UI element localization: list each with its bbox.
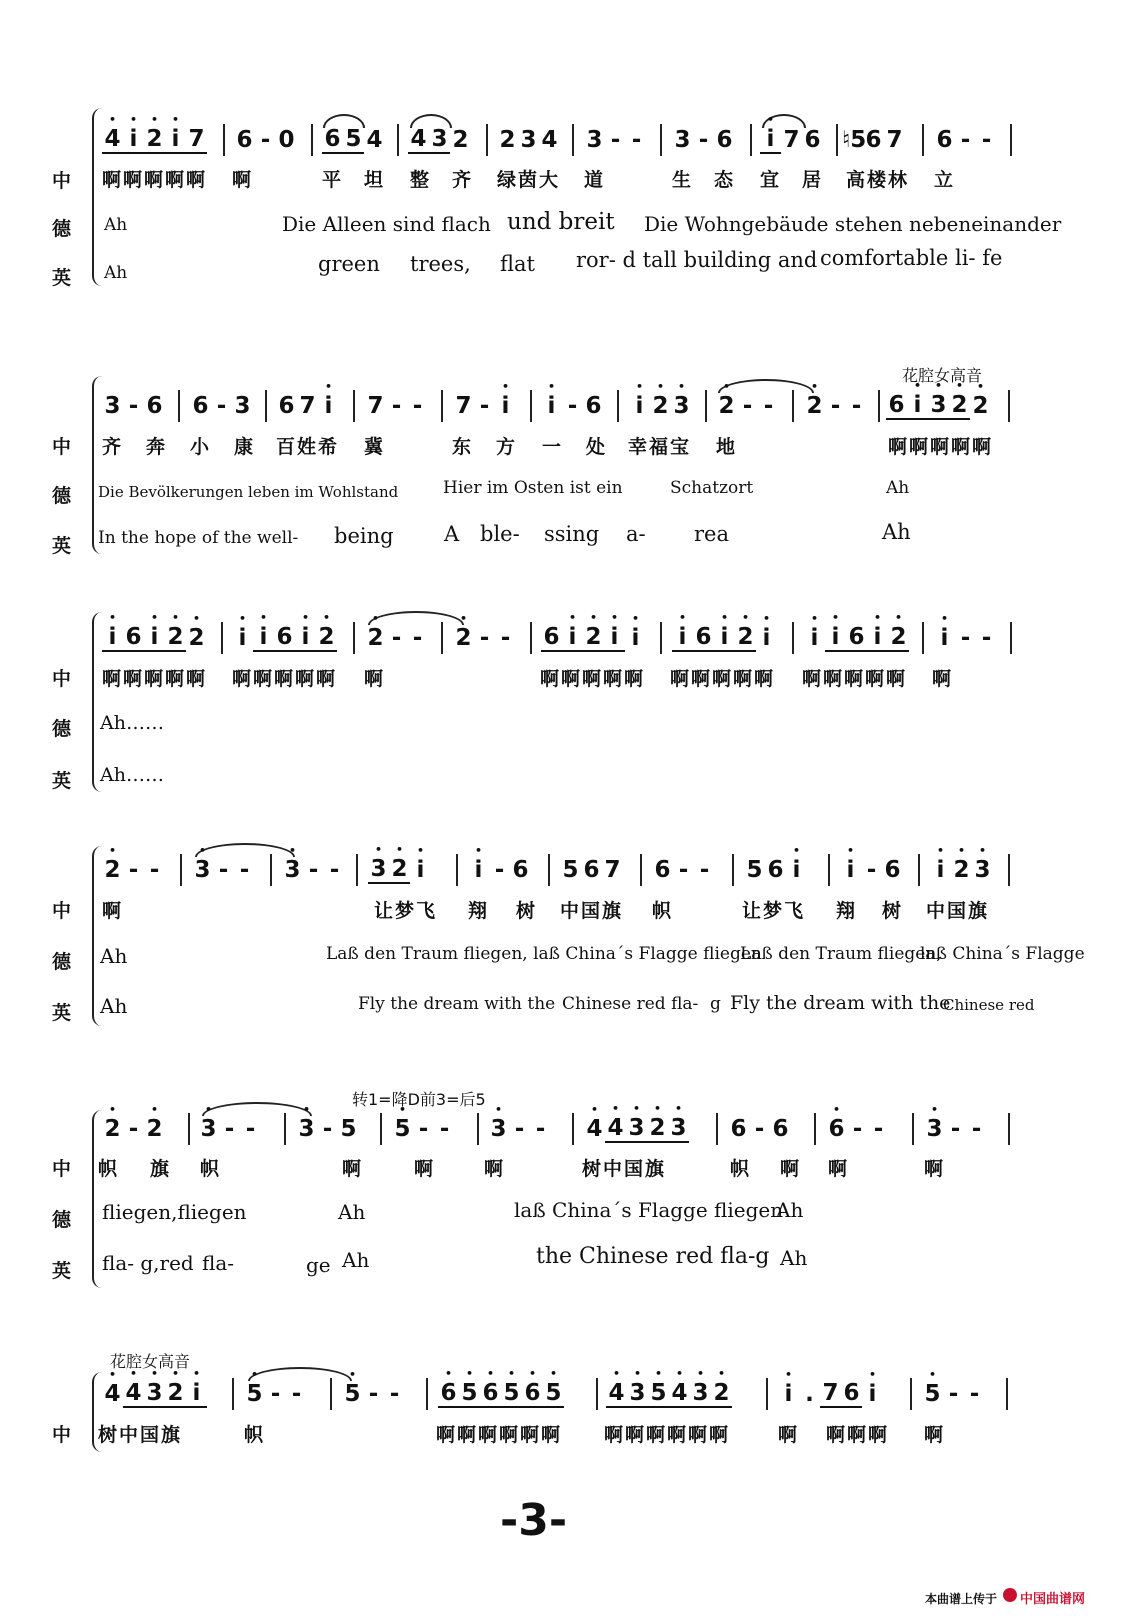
lane-label-de: 德: [52, 485, 72, 507]
key-change-label: 转1=降D前3=后5: [352, 1090, 486, 1109]
lane-label-zh: 中: [52, 668, 72, 690]
lane-label-en: 英: [52, 1002, 72, 1024]
lane-label-zh: 中: [52, 170, 72, 192]
upload-note: 本曲谱上传于: [925, 1592, 998, 1606]
lane-label-en: 英: [52, 770, 72, 792]
lane-label-en: 英: [52, 535, 72, 557]
lane-label-en: 英: [52, 1260, 72, 1282]
page-number: -3-: [500, 1495, 568, 1546]
lyric-de: Ah……: [100, 712, 164, 734]
lane-label-zh: 中: [52, 1158, 72, 1180]
lane-label-en: 英: [52, 267, 72, 289]
lane-label-zh: 中: [52, 900, 72, 922]
voice-label: 花腔女高音: [110, 1352, 191, 1371]
site-name: 中国曲谱网: [1020, 1592, 1086, 1607]
lyric-en: Ah……: [100, 764, 164, 786]
lane-label-de: 德: [52, 218, 72, 240]
voice-label: 花腔女高音: [902, 366, 983, 385]
lane-label-de: 德: [52, 718, 72, 740]
lane-label-de: 德: [52, 1209, 72, 1231]
lane-label-zh: 中: [52, 1424, 72, 1446]
lane-label-de: 德: [52, 951, 72, 973]
lane-label-zh: 中: [52, 436, 72, 458]
site-logo-icon: [1003, 1588, 1017, 1602]
